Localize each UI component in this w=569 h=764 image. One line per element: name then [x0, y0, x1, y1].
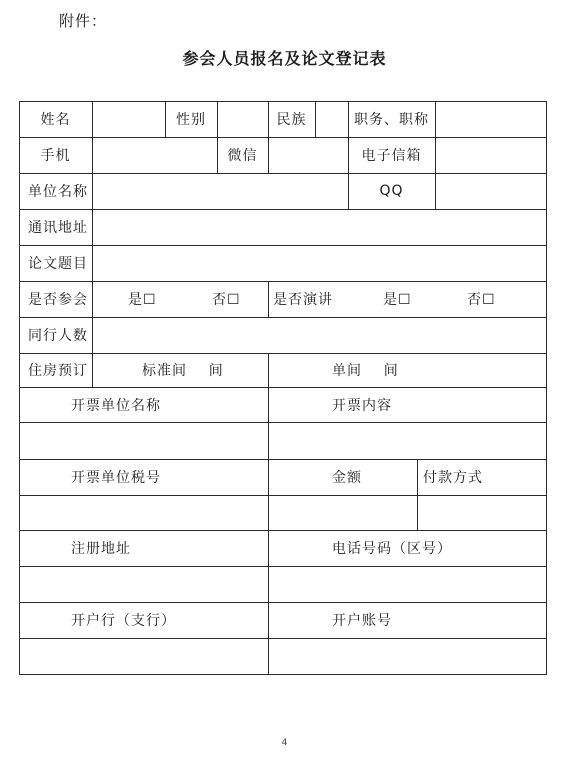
- payment-method-label: 付款方式: [423, 470, 483, 486]
- address-input[interactable]: [92, 209, 546, 245]
- account-no-label: 开户账号: [332, 613, 392, 629]
- attend-no-checkbox[interactable]: 否☐: [212, 292, 241, 308]
- qq-input[interactable]: [435, 173, 546, 209]
- amount-input[interactable]: [268, 495, 417, 530]
- form-rule: [19, 674, 546, 675]
- ethnicity-label: 民族: [276, 112, 307, 128]
- attend-yes-checkbox[interactable]: 是☐: [128, 292, 157, 308]
- wechat-label: 微信: [227, 148, 258, 164]
- invoice-content-label: 开票内容: [332, 397, 392, 414]
- mobile-input[interactable]: [92, 137, 217, 173]
- organization-label: 单位名称: [28, 184, 88, 200]
- account-no-input[interactable]: [268, 638, 546, 674]
- invoice-tax-id-input[interactable]: [19, 495, 268, 530]
- invoice-org-name-input[interactable]: [19, 422, 268, 459]
- invoice-content-input[interactable]: [268, 422, 546, 459]
- email-label: 电子信箱: [361, 148, 422, 164]
- attachment-label: 附件：: [59, 12, 108, 30]
- bank-input[interactable]: [19, 638, 268, 674]
- invoice-tax-id-label: 开票单位税号: [71, 470, 161, 486]
- phone-area-input[interactable]: [268, 566, 546, 602]
- companions-label: 同行人数: [28, 328, 88, 344]
- name-input[interactable]: [92, 101, 165, 137]
- position-title-label: 职务、职称: [354, 112, 429, 128]
- address-label: 通讯地址: [28, 220, 88, 236]
- paper-title-label: 论文题目: [28, 256, 88, 272]
- attend-question-label: 是否参会: [28, 292, 88, 308]
- gender-label: 性别: [176, 112, 206, 128]
- payment-method-input[interactable]: [417, 495, 546, 530]
- name-label: 姓名: [40, 112, 71, 128]
- mobile-label: 手机: [40, 148, 71, 164]
- speech-yes-checkbox[interactable]: 是☐: [383, 292, 412, 308]
- registration-form: [19, 101, 546, 674]
- email-input[interactable]: [435, 137, 546, 173]
- paper-title-input[interactable]: [92, 245, 546, 281]
- standard-room-field: 标准间 间: [142, 363, 224, 379]
- companions-input[interactable]: [92, 317, 546, 353]
- gender-input[interactable]: [217, 101, 268, 137]
- registered-address-input[interactable]: [19, 566, 268, 602]
- invoice-org-name-label: 开票单位名称: [71, 397, 161, 414]
- organization-input[interactable]: [92, 173, 348, 209]
- ethnicity-input[interactable]: [315, 101, 348, 137]
- speech-no-checkbox[interactable]: 否☐: [467, 292, 496, 308]
- qq-label: QQ: [379, 183, 404, 199]
- phone-area-label: 电话号码（区号）: [332, 541, 452, 557]
- single-room-field: 单间 间: [332, 363, 399, 379]
- lodging-label: 住房预订: [28, 363, 88, 379]
- registered-address-label: 注册地址: [71, 541, 131, 557]
- wechat-input[interactable]: [268, 137, 348, 173]
- page-title: 参会人员报名及论文登记表: [182, 49, 387, 68]
- amount-label: 金额: [332, 470, 362, 486]
- form-rule: [19, 353, 546, 354]
- page-number: 4: [281, 738, 288, 748]
- position-title-input[interactable]: [435, 101, 546, 137]
- speech-question-label: 是否演讲: [273, 292, 333, 308]
- form-rule: [546, 101, 547, 675]
- bank-label: 开户行（支行）: [71, 613, 176, 629]
